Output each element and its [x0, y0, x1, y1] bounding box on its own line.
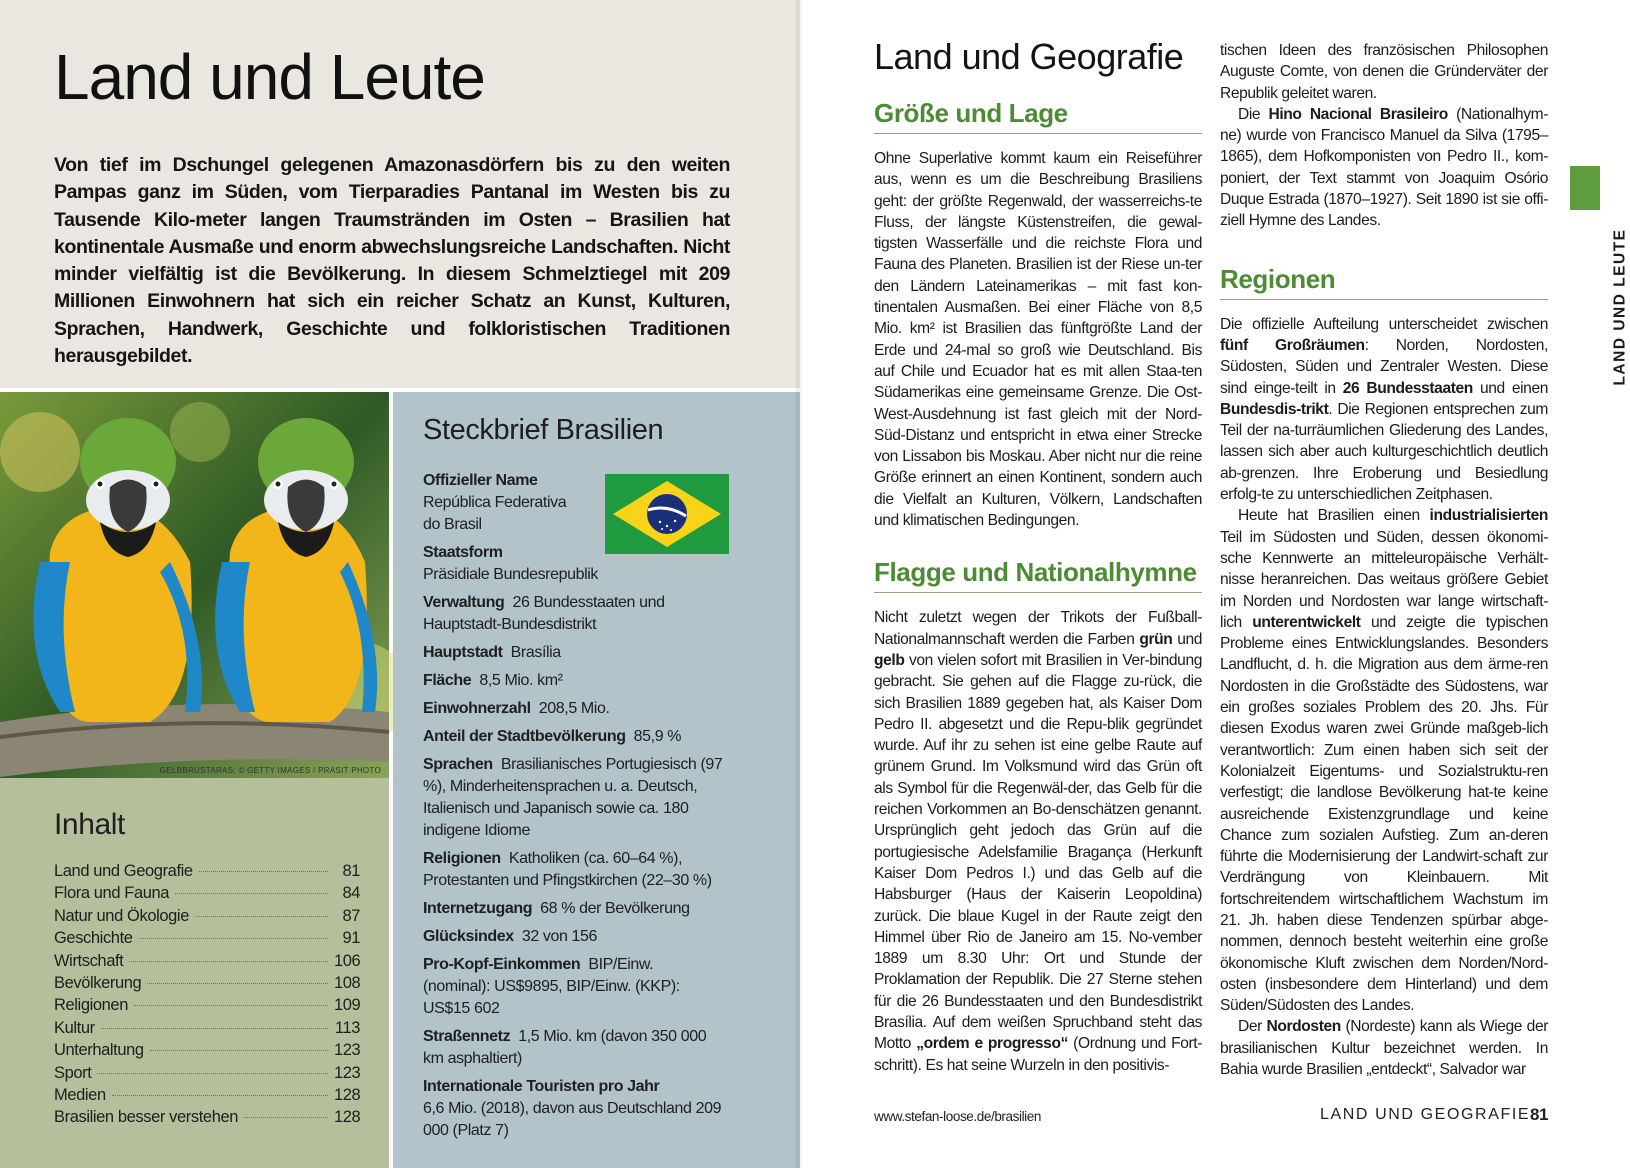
toc-item-page: 91 — [342, 929, 360, 948]
fact-value: 68 % der Bevölkerung — [540, 900, 690, 917]
toc-item-page: 123 — [334, 1063, 361, 1082]
fact-value: do Brasil — [423, 516, 482, 533]
fact-label: Staatsform — [423, 544, 503, 561]
fact-item — [423, 848, 723, 892]
fact-item — [423, 592, 723, 636]
subheading-regions: Regionen — [1220, 264, 1548, 300]
chapter-tab-marker — [1570, 166, 1600, 210]
toc-item[interactable] — [54, 927, 360, 949]
macaw-illustration — [0, 392, 389, 778]
fact-value: 85,9 % — [633, 728, 682, 745]
toc-item-label: Brasilien besser verstehen — [54, 1108, 239, 1127]
toc-item-page: 113 — [334, 1018, 360, 1037]
fact-item — [423, 954, 723, 1020]
fact-label: Glücksindex — [423, 928, 514, 945]
fact-label: Hauptstadt — [423, 644, 503, 661]
text-run: tischen Ideen des französischen Philosophen Auguste Comte, von denen die Gründerväter der Republik geleitet waren. — [1220, 42, 1548, 102]
right-page — [800, 0, 1629, 1168]
toc-item-page: 106 — [334, 951, 361, 970]
text-run: (Nationalhym-ne) wurde von Francisco Manuel da Silva (1795–1865), dem Hofkomponisten von Pedro II., kom-poniert, der Text stammt von Joaquim Osório Duque Estrada (1870–1927). Seit 1890 ist sie offi-ziell Hymne des Landes. — [1220, 105, 1548, 230]
toc-item-label: Natur und Ökologie — [54, 906, 189, 925]
fact-item — [423, 1026, 723, 1070]
fact-item — [423, 698, 723, 720]
text-run: Der — [1238, 1018, 1267, 1036]
paragraph: Ohne Superlative kommt kaum ein Reiseführer aus, wenn es um die Beschreibung Brasiliens geht: der größte Regenwald, der wasserreichs-te Fluss, der längste Küstenstreifen, die gewal-tigsten Wasserfälle und die reichste Flora und Fauna des Planeten. Brasilien ist der Riese un-ter den Ländern Lateinamerikas – mit fast kon-tinentalen Ausmaßen. Bei einer Fläche von 8,5 Mio. km² ist Brasilien das fünftgrößte Land der Erde und 24-mal so groß wie Deutschland. Bis auf Chile und Ecuador hat es mit allen Staa-ten Südamerikas eine gemeinsame Grenze. Die Ost-West-Ausdehnung ist fast gleich mit der Nord-Süd-Distanz und entspricht in etwa einer Strecke von Lissabon bis Moskau. Aber nicht nur die reine Größe erinnert an einen Kontinent, sondern auch die Vielfalt an Kulturen, Völkern, Landschaften und klimatischen Bedingungen. — [874, 150, 1202, 530]
toc-item[interactable] — [54, 972, 360, 994]
fact-label: Religionen — [423, 850, 501, 867]
toc-item[interactable] — [54, 905, 360, 927]
fact-official-name — [423, 470, 613, 536]
text-bold: grün — [1139, 630, 1173, 648]
fact-item — [423, 898, 723, 920]
text-run: : Norden, Nordosten, Südosten, Süden und Zentraler Westen. Diese sind einge-teilt in — [1220, 336, 1548, 397]
text-bold: 26 Bundesstaaten — [1342, 379, 1473, 397]
toc-box — [0, 766, 389, 1168]
fact-label: Einwohnerzahl — [423, 700, 531, 717]
fact-value: República Federativa — [423, 494, 567, 511]
fact-value: 1,5 Mio. km (davon 350 000 km asphaltiert) — [423, 1028, 707, 1067]
toc-item-page: 81 — [342, 862, 360, 880]
text-run: Die — [1238, 105, 1269, 123]
text-bold: Nordosten — [1266, 1018, 1341, 1036]
toc-item-page: 123 — [334, 1041, 361, 1060]
left-page — [0, 0, 800, 1168]
toc-item-label: Medien — [54, 1086, 106, 1105]
toc-item-label: Land und Geografie — [54, 862, 193, 880]
toc-item-label: Bevölkerung — [54, 974, 142, 993]
toc-item-page: 128 — [334, 1086, 361, 1105]
text-run: . Die Regionen entsprechen zum Teil der na-turräumlichen Gliederung des Landes, lassen sich aber auch kulturgeschichtlich deutlich ab-grenzen. Ihre Eroberung und Besiedlung erfolg-te zu unterschiedlichen Zeitphasen. — [1220, 400, 1548, 504]
fact-box-title: Steckbrief Brasilien — [423, 414, 664, 446]
fact-item — [423, 726, 723, 748]
fact-label: Internationale Touristen pro Jahr — [423, 1078, 660, 1095]
toc-item[interactable] — [54, 950, 360, 972]
fact-value: 26 Bundesstaaten und Hauptstadt-Bundesdistrikt — [423, 594, 665, 633]
fact-value: 8,5 Mio. km² — [479, 672, 563, 689]
fact-value: Katholiken (ca. 60–64 %), Protestanten und Pfingstkirchen (22–30 %) — [423, 850, 712, 889]
toc-item-label: Geschichte — [54, 929, 133, 948]
page-number: 81 — [1530, 1105, 1549, 1124]
chapter-title: Land und Leute — [54, 41, 485, 113]
fact-value: BIP/Einw. (nominal): US$9895, BIP/Einw. (KKP): US$15 602 — [423, 956, 680, 1017]
toc-title: Inhalt — [54, 808, 125, 841]
section-heading: Land und Geografie — [874, 36, 1184, 77]
toc-item-page: 87 — [342, 906, 360, 925]
toc-item[interactable] — [54, 1039, 360, 1061]
text-run: Teil im Südosten und Süden, dessen ökonomi-sche Kennwerte an mitteleuropäische Verhält-nisse heranreichen. Das weitaus größere Gebiet im Norden und Nordosten war lange wirtschaft-lich — [1220, 528, 1548, 631]
toc-item[interactable] — [54, 882, 360, 904]
intro-text: Von tief im Dschungel gelegenen Amazonasdörfern bis zu den weiten Pampas ganz im Süden, vom Tierparadies Pantanal im Westen bis zu Tausende Kilo-meter langen Traumstränden im Osten – Brasilien hat kontinentale Ausmaße und enorm abwechslungsreiche Landschaften. Nicht minder vielfältig ist die Bevölkerung. In diesem Schmelztiegel mit 209 Millionen Einwohnern hat sich ein reicher Schatz an Kunst, Kulturen, Sprachen, Handwerk, Geschichte und folkloristischen Traditionen herausgebildet. — [54, 154, 730, 368]
toc-item[interactable] — [54, 860, 360, 882]
fact-item — [423, 542, 723, 586]
fact-value: 6,6 Mio. (2018), davon aus Deutschland 209 000 (Platz 7) — [423, 1100, 722, 1139]
text-bold: Hino Nacional Brasileiro — [1268, 105, 1448, 123]
toc-item-page: 128 — [334, 1108, 361, 1127]
text-bold: industrialisierten — [1429, 507, 1548, 525]
fact-label: Pro-Kopf-Einkommen — [423, 956, 581, 973]
fact-item — [423, 926, 723, 948]
intro-block — [0, 0, 800, 388]
fact-item — [423, 642, 723, 664]
text-run: Heute hat Brasilien einen — [1238, 507, 1430, 525]
text-column-right — [1220, 40, 1548, 1080]
text-bold: Bundesdis-trikt — [1220, 400, 1329, 418]
fact-item — [423, 1076, 723, 1142]
fact-value: Präsidiale Bundesrepublik — [423, 566, 599, 583]
fact-label: Internetzugang — [423, 900, 533, 917]
toc-item-label: Religionen — [54, 996, 128, 1015]
toc-item-label: Sport — [54, 1063, 92, 1082]
fact-label: Anteil der Stadtbevölkerung — [423, 728, 626, 745]
subheading-size: Größe und Lage — [874, 98, 1202, 134]
fact-item — [423, 754, 723, 842]
text-run: und einen — [1472, 379, 1549, 397]
fact-item — [423, 670, 723, 692]
toc-item-page: 108 — [334, 974, 361, 993]
fact-label: Sprachen — [423, 756, 493, 773]
text-bold: unterentwickelt — [1252, 613, 1361, 631]
fact-label: Offizieller Name — [423, 472, 538, 489]
toc-item[interactable] — [54, 1062, 360, 1084]
text-bold: „ordem e progresso“ — [916, 1035, 1068, 1053]
text-column-left — [874, 36, 1202, 1076]
fact-label: Verwaltung — [423, 594, 505, 611]
text-run: Nicht zuletzt wegen der Trikots der Fußball-Nationalmannschaft werden die Farben — [874, 609, 1202, 648]
text-run: (Nordeste) kann als Wiege der brasilianischen Kultur bezeichnet werden. In Bahia wurde Brasilien „entdeckt“, Salvador war — [1220, 1018, 1549, 1079]
fact-label: Straßennetz — [423, 1028, 511, 1045]
footer-url[interactable]: www.stefan-loose.de/brasilien — [874, 1109, 1041, 1124]
fact-list — [423, 470, 723, 1148]
fact-label: Fläche — [423, 672, 472, 689]
photo-credit: GELBBRUSTARAS; © GETTY IMAGES / PRASIT PHOTO — [159, 766, 381, 775]
fact-value: Brasilianisches Portugiesisch (97 %), Minderheitensprachen u. a. Deutsch, Italienisch und Japanisch sowie ca. 180 indigene Idiome — [423, 756, 723, 839]
toc-item[interactable] — [54, 1017, 360, 1039]
paragraph — [874, 607, 1202, 1076]
text-run: (Ordnung und Fort-schritt). Es hat seine Wurzeln in den positivis- — [874, 1035, 1202, 1074]
toc-list — [54, 860, 360, 1129]
toc-item-label: Unterhaltung — [54, 1041, 144, 1060]
toc-item[interactable] — [54, 1084, 360, 1106]
paragraph — [1220, 40, 1548, 232]
fact-box — [393, 392, 800, 1168]
text-run: Die offizielle Aufteilung unterscheidet zwischen — [1220, 315, 1548, 333]
text-run: von vielen sofort mit Brasilien in Ver-bindung gebracht. Sie gehen auf die Flagge zu-rück, die sich Brasilien 1889 gegeben hat, als Kaiser Dom Pedro II. abgesetzt und die Repu-blik gegründet wurde. Auf ihr zu sehen ist eine gelbe Raute auf grünem Grund. Im Volksmund wird das Grün oft als Symbol für die Regenwäl-der, das Gelb für die reichen Vorkommen an Bo-denschätzen genannt. Ursprünglich geht jedoch das Grün auf die portugiesische Adelsfamilie Bragança (Herkunft Kaiser Dom Pedros I.) und das Gelb auf die Habsburger (Haus der Kaiserin Leopoldina) zurück. Die blaue Kugel in der Raute zeigt den Himmel über Rio de Janeiro am 15. No-vember 1889 um 8.30 Uhr: Ort und Stunde der Proklamation der Republik. Die 27 Sterne stehen für die 26 Bundesstaaten und den Bundesdistrikt Brasília. Auf dem weißen Spruchband steht das Motto — [874, 651, 1202, 1053]
fact-value: 208,5 Mio. — [538, 700, 610, 717]
toc-item[interactable] — [54, 1106, 360, 1128]
fact-value: 32 von 156 — [521, 928, 598, 945]
parrots-photo — [0, 392, 389, 778]
chapter-side-label: LAND UND LEUTE — [1611, 228, 1629, 386]
toc-item-page: 109 — [334, 996, 361, 1015]
toc-item-label: Flora und Fauna — [54, 884, 170, 903]
subheading-flag: Flagge und Nationalhymne — [874, 557, 1202, 593]
toc-item-page: 84 — [342, 884, 360, 903]
text-bold: gelb — [874, 651, 905, 669]
paragraph — [1220, 314, 1548, 1081]
toc-item[interactable] — [54, 994, 360, 1016]
text-run: und — [1172, 630, 1203, 648]
text-bold: fünf Großräumen — [1220, 336, 1365, 354]
running-footer: LAND UND GEOGRAFIE — [1320, 1106, 1531, 1123]
toc-item-label: Wirtschaft — [54, 951, 124, 970]
fact-value: Brasília — [510, 644, 561, 661]
text-run: und zeigte die typischen Probleme eines Entwicklungslandes. Besonders Landflucht, d. h. die Migration aus dem ärme-ren Nordosten in die Großstädte des Südostens, war ein großes soziales Problem des 20. Jhs. Für diesen Exodus waren zwei Gründe maßgeb-lich verantwortlich: Zum einen haben sich seit der Kolonialzeit Eigentums- und Sozialstruktu-ren verfestigt; die landlose Bevölkerung hat-te keine ausreichende Existenzgrundlage und keine Chance zum sozialen Aufstieg. Zum an-deren führte die Modernisierung der Landwirt-schaft zur Verdrängung von Kleinbauern. Mit fortschreitendem wirtschaftlichem Wachstum im 21. Jh. haben diese Tendenzen spürbar abge-nommen, dennoch besteht weiterhin eine große ökonomische Kluft zwischen dem Norden/Nord-osten (insbesondere dem Hinterland) und dem Süden/Südosten des Landes. — [1220, 613, 1548, 1015]
toc-item-label: Kultur — [54, 1018, 95, 1037]
